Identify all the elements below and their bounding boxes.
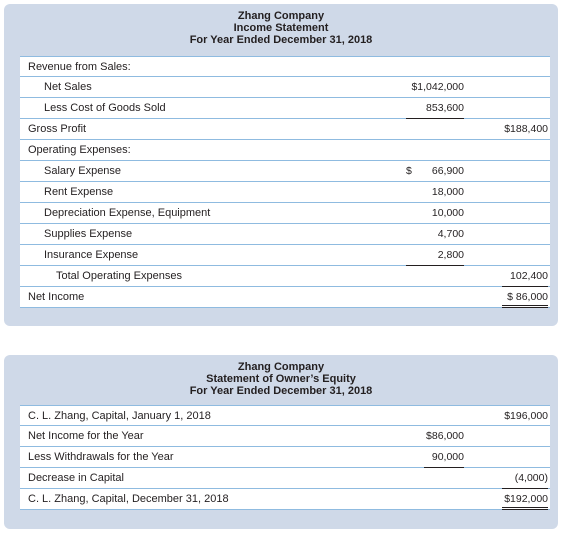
amount-inner: 853,600 <box>426 102 464 114</box>
row-label: Net Sales <box>44 81 92 93</box>
table-row <box>20 119 550 140</box>
table-row <box>20 224 550 245</box>
row-label: Supplies Expense <box>44 228 133 240</box>
amount-outer: $188,400 <box>504 123 548 135</box>
table-row <box>20 468 550 489</box>
row-label: C. L. Zhang, Capital, December 31, 2018 <box>28 493 229 505</box>
table-row <box>20 182 550 203</box>
income-statement-period: For Year Ended December 31, 2018 <box>189 34 373 46</box>
table-row <box>20 56 550 77</box>
row-label: Decrease in Capital <box>28 472 124 484</box>
owners-equity-company-name: Zhang Company <box>237 361 325 373</box>
row-label: C. L. Zhang, Capital, January 1, 2018 <box>28 410 211 422</box>
row-label: Rent Expense <box>44 186 114 198</box>
table-row <box>20 203 550 224</box>
amount-inner: 90,000 <box>431 451 464 463</box>
amount-inner: 10,000 <box>431 207 464 219</box>
table-row <box>20 266 550 287</box>
dollar-sign: $ <box>406 165 412 177</box>
amount-outer: $192,000 <box>504 493 548 505</box>
table-row <box>20 98 550 119</box>
amount-inner: $86,000 <box>426 430 464 442</box>
owners-equity-title: Statement of Owner’s Equity <box>206 373 356 385</box>
row-label: Total Operating Expenses <box>56 270 182 282</box>
row-label: Net Income for the Year <box>28 430 144 442</box>
table-row <box>20 161 550 182</box>
row-label: Net Income <box>28 291 85 303</box>
total-double-underline <box>502 509 548 510</box>
amount-outer: $196,000 <box>504 410 548 422</box>
amount-inner: 2,800 <box>437 249 464 261</box>
income-statement-panel <box>4 4 558 326</box>
row-label: Gross Profit <box>28 123 87 135</box>
income-statement-title: Income Statement <box>233 22 329 34</box>
row-label: Operating Expenses: <box>28 144 131 156</box>
amount-outer: (4,000) <box>514 472 548 484</box>
total-double-underline <box>502 307 548 308</box>
row-label: Salary Expense <box>44 165 122 177</box>
table-row <box>20 77 550 98</box>
table-row <box>20 489 550 510</box>
amount-inner: $1,042,000 <box>411 81 464 93</box>
row-label: Depreciation Expense, Equipment <box>44 207 211 219</box>
total-double-underline <box>502 305 548 306</box>
amount-inner: 18,000 <box>431 186 464 198</box>
table-row <box>20 447 550 468</box>
row-label: Less Withdrawals for the Year <box>28 451 174 463</box>
owners-equity-table <box>20 405 550 510</box>
income-statement-company-name: Zhang Company <box>237 10 325 22</box>
amount-outer: $ 86,000 <box>507 291 548 303</box>
amount-inner: 66,900 <box>431 165 464 177</box>
total-double-underline <box>502 507 548 508</box>
row-label: Insurance Expense <box>44 249 139 261</box>
table-row <box>20 405 550 426</box>
table-row <box>20 245 550 266</box>
row-label: Less Cost of Goods Sold <box>44 102 166 114</box>
row-label: Revenue from Sales: <box>28 61 131 73</box>
table-row <box>20 426 550 447</box>
owners-equity-period: For Year Ended December 31, 2018 <box>189 385 373 397</box>
amount-outer: 102,400 <box>510 270 548 282</box>
amount-inner: 4,700 <box>437 228 464 240</box>
owners-equity-panel <box>4 355 558 529</box>
table-row <box>20 287 550 308</box>
income-statement-table <box>20 56 550 308</box>
table-row <box>20 140 550 161</box>
